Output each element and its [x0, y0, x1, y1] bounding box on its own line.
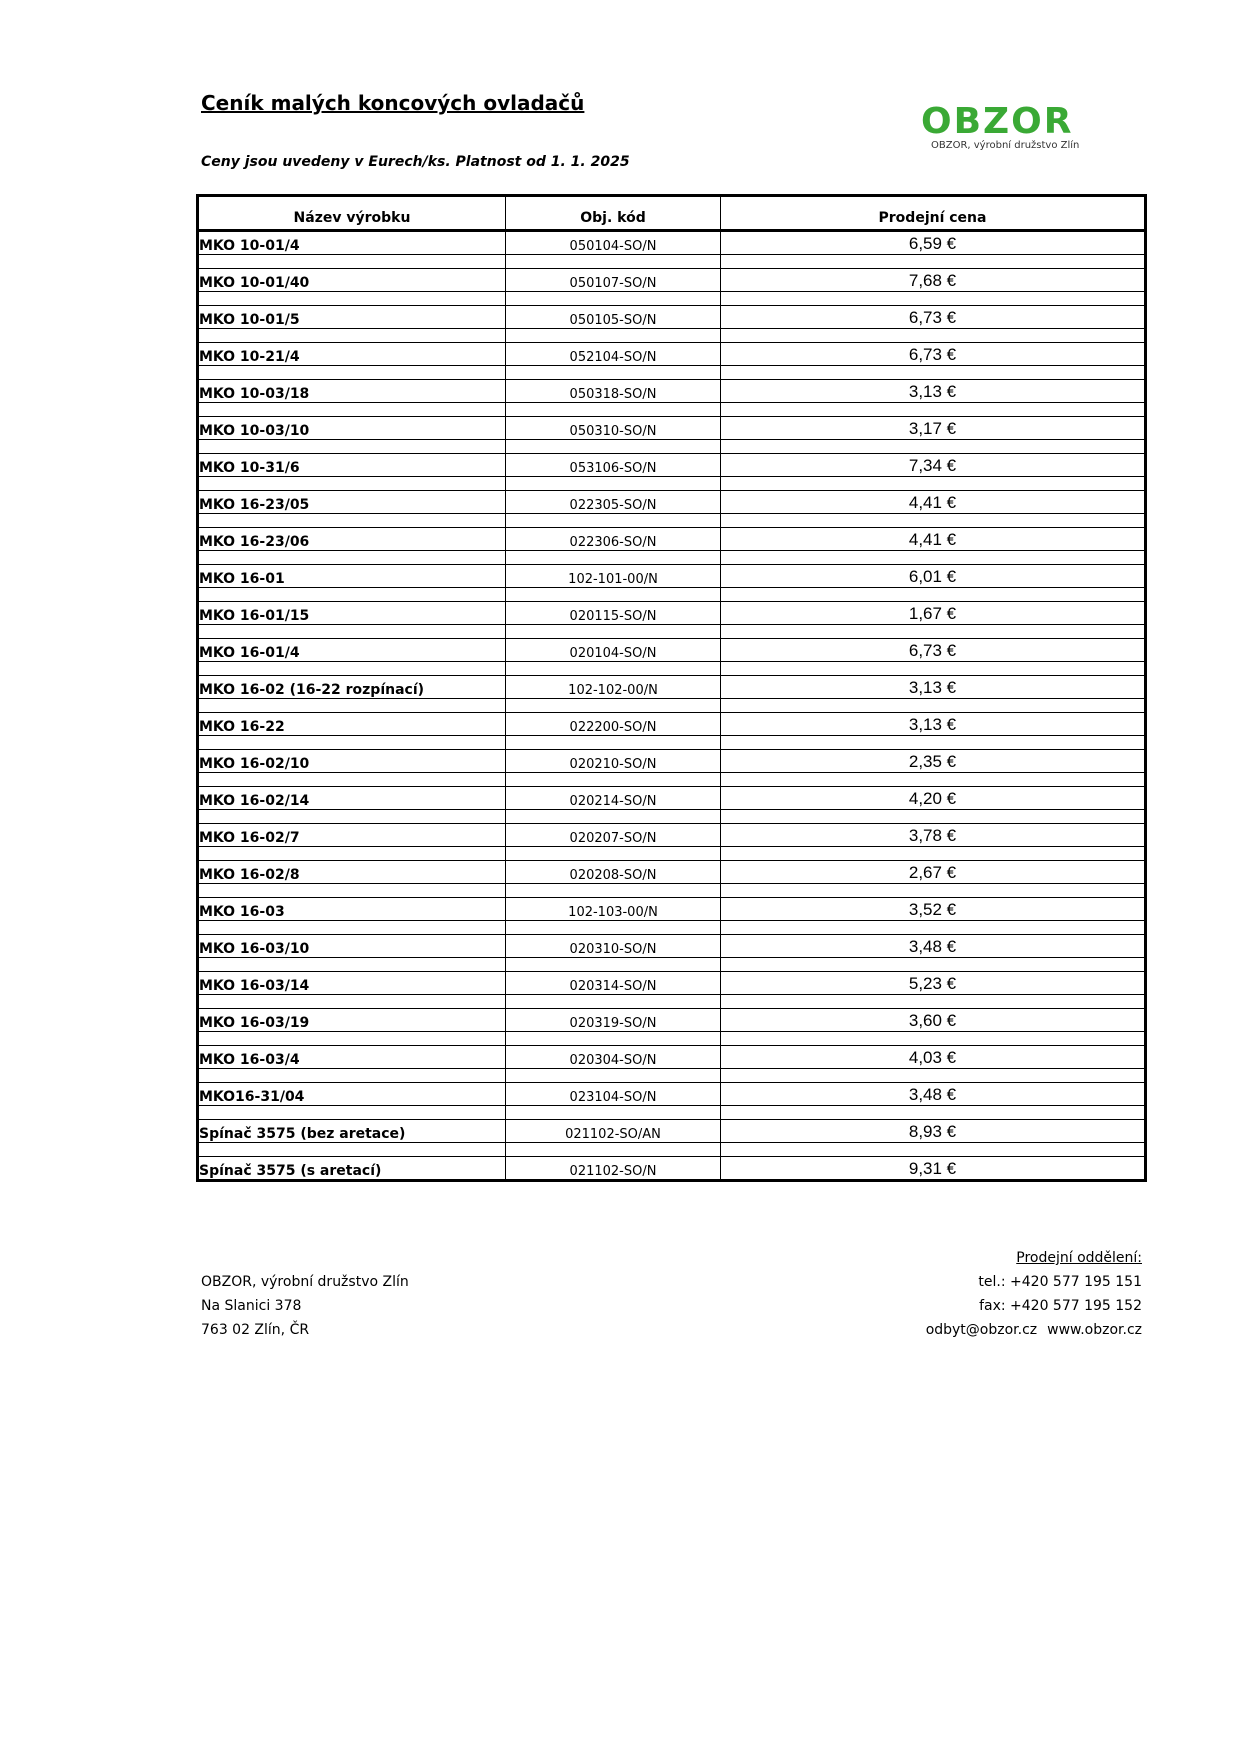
order-code-cell: 020115-SO/N: [506, 602, 721, 625]
order-code-cell: 020304-SO/N: [506, 1046, 721, 1069]
spacer-cell: [721, 810, 1146, 824]
price-cell: 3,52 €: [721, 898, 1146, 921]
spacer-cell: [198, 884, 506, 898]
table-row: [198, 528, 1146, 551]
table-row: [198, 1009, 1146, 1032]
spacer-cell: [506, 1032, 721, 1046]
product-name-cell: MKO 16-03/14: [198, 972, 506, 995]
spacer-cell: [506, 773, 721, 787]
table-row: [198, 306, 1146, 329]
price-table: [196, 194, 1147, 1182]
spacer-cell: [506, 1069, 721, 1083]
price-table-body: [198, 231, 1146, 1181]
table-row: [198, 343, 1146, 366]
order-code-cell: 022200-SO/N: [506, 713, 721, 736]
spacer-cell: [198, 477, 506, 491]
table-spacer-row: [198, 736, 1146, 750]
product-name-cell: MKO 16-02/8: [198, 861, 506, 884]
spacer-cell: [198, 514, 506, 528]
table-row: [198, 417, 1146, 440]
table-row: [198, 972, 1146, 995]
product-name-cell: MKO 16-02/14: [198, 787, 506, 810]
logo-tagline: OBZOR, výrobní družstvo Zlín: [931, 140, 1080, 151]
spacer-cell: [721, 477, 1146, 491]
price-cell: 3,78 €: [721, 824, 1146, 847]
order-code-cell: 050310-SO/N: [506, 417, 721, 440]
spacer-cell: [506, 1143, 721, 1157]
spacer-cell: [506, 736, 721, 750]
table-row: [198, 676, 1146, 699]
price-cell: 3,48 €: [721, 1083, 1146, 1106]
header-order-code: Obj. kód: [506, 196, 721, 231]
price-cell: 3,48 €: [721, 935, 1146, 958]
spacer-cell: [198, 921, 506, 935]
spacer-cell: [506, 921, 721, 935]
spacer-cell: [721, 551, 1146, 565]
spacer-cell: [506, 884, 721, 898]
order-code-cell: 020319-SO/N: [506, 1009, 721, 1032]
order-code-cell: 102-102-00/N: [506, 676, 721, 699]
order-code-cell: 050107-SO/N: [506, 269, 721, 292]
table-spacer-row: [198, 329, 1146, 343]
table-row: [198, 898, 1146, 921]
spacer-cell: [198, 773, 506, 787]
product-name-cell: MKO 16-22: [198, 713, 506, 736]
order-code-cell: 022306-SO/N: [506, 528, 721, 551]
table-row: [198, 861, 1146, 884]
phone-number: tel.: +420 577 195 151: [978, 1274, 1142, 1290]
product-name-cell: MKO 10-03/10: [198, 417, 506, 440]
table-row: [198, 1083, 1146, 1106]
spacer-cell: [721, 255, 1146, 269]
order-code-cell: 050318-SO/N: [506, 380, 721, 403]
table-row: [198, 639, 1146, 662]
product-name-cell: MKO 16-02 (16-22 rozpínací): [198, 676, 506, 699]
table-row: [198, 750, 1146, 773]
table-row: [198, 231, 1146, 255]
contact-links: [840, 1318, 1142, 1342]
spacer-cell: [506, 1106, 721, 1120]
order-code-cell: 020314-SO/N: [506, 972, 721, 995]
fax-number: fax: +420 577 195 152: [979, 1298, 1142, 1314]
order-code-cell: 102-103-00/N: [506, 898, 721, 921]
table-spacer-row: [198, 366, 1146, 380]
product-name-cell: MKO 16-23/06: [198, 528, 506, 551]
spacer-cell: [721, 1032, 1146, 1046]
table-row: [198, 269, 1146, 292]
order-code-cell: 020310-SO/N: [506, 935, 721, 958]
spacer-cell: [198, 1069, 506, 1083]
table-spacer-row: [198, 773, 1146, 787]
spacer-cell: [721, 1069, 1146, 1083]
table-spacer-row: [198, 662, 1146, 676]
spacer-cell: [506, 551, 721, 565]
table-spacer-row: [198, 958, 1146, 972]
table-row: [198, 1046, 1146, 1069]
spacer-cell: [721, 662, 1146, 676]
spacer-cell: [506, 366, 721, 380]
price-cell: 8,93 €: [721, 1120, 1146, 1143]
product-name-cell: MKO 16-03/19: [198, 1009, 506, 1032]
price-cell: 6,73 €: [721, 639, 1146, 662]
table-spacer-row: [198, 255, 1146, 269]
order-code-cell: 022305-SO/N: [506, 491, 721, 514]
website-link[interactable]: www.obzor.cz: [1047, 1322, 1142, 1338]
product-name-cell: MKO 10-03/18: [198, 380, 506, 403]
address-line: OBZOR, výrobní družstvo Zlín: [201, 1274, 409, 1290]
price-cell: 6,01 €: [721, 565, 1146, 588]
order-code-cell: 020208-SO/N: [506, 861, 721, 884]
table-header-row: [198, 196, 1146, 231]
table-spacer-row: [198, 588, 1146, 602]
order-code-cell: 020207-SO/N: [506, 824, 721, 847]
table-spacer-row: [198, 810, 1146, 824]
product-name-cell: MKO 16-01/4: [198, 639, 506, 662]
price-cell: 3,13 €: [721, 713, 1146, 736]
price-cell: 2,35 €: [721, 750, 1146, 773]
table-spacer-row: [198, 1032, 1146, 1046]
table-row: [198, 380, 1146, 403]
spacer-cell: [198, 440, 506, 454]
product-name-cell: MKO 16-23/05: [198, 491, 506, 514]
spacer-cell: [506, 995, 721, 1009]
logo-brand: OBZOR: [921, 101, 1074, 142]
document-subtitle: Ceny jsou uvedeny v Eurech/ks. Platnost od 1. 1. 2025: [201, 154, 630, 170]
spacer-cell: [198, 847, 506, 861]
price-cell: 3,13 €: [721, 380, 1146, 403]
spacer-cell: [721, 847, 1146, 861]
spacer-cell: [198, 329, 506, 343]
spacer-cell: [198, 662, 506, 676]
order-code-cell: 050104-SO/N: [506, 231, 721, 255]
spacer-cell: [506, 255, 721, 269]
table-row: [198, 824, 1146, 847]
product-name-cell: MKO 10-01/4: [198, 231, 506, 255]
product-name-cell: MKO 10-01/5: [198, 306, 506, 329]
spacer-cell: [506, 477, 721, 491]
product-name-cell: MKO 10-01/40: [198, 269, 506, 292]
table-spacer-row: [198, 699, 1146, 713]
table-spacer-row: [198, 995, 1146, 1009]
table-spacer-row: [198, 514, 1146, 528]
table-spacer-row: [198, 625, 1146, 639]
spacer-cell: [506, 810, 721, 824]
spacer-cell: [506, 625, 721, 639]
product-name-cell: MKO 10-21/4: [198, 343, 506, 366]
table-spacer-row: [198, 921, 1146, 935]
price-cell: 3,60 €: [721, 1009, 1146, 1032]
spacer-cell: [198, 551, 506, 565]
price-cell: 5,23 €: [721, 972, 1146, 995]
order-code-cell: 020210-SO/N: [506, 750, 721, 773]
product-name-cell: MKO 16-02/10: [198, 750, 506, 773]
spacer-cell: [198, 699, 506, 713]
spacer-cell: [721, 588, 1146, 602]
header-product-name: Název výrobku: [198, 196, 506, 231]
spacer-cell: [721, 366, 1146, 380]
table-spacer-row: [198, 884, 1146, 898]
spacer-cell: [721, 736, 1146, 750]
spacer-cell: [198, 810, 506, 824]
table-spacer-row: [198, 440, 1146, 454]
product-name-cell: MKO 16-03: [198, 898, 506, 921]
spacer-cell: [198, 403, 506, 417]
spacer-cell: [198, 625, 506, 639]
table-spacer-row: [198, 1106, 1146, 1120]
spacer-cell: [198, 1143, 506, 1157]
spacer-cell: [721, 440, 1146, 454]
product-name-cell: Spínač 3575 (s aretací): [198, 1157, 506, 1181]
spacer-cell: [721, 699, 1146, 713]
product-name-cell: MKO 16-03/10: [198, 935, 506, 958]
spacer-cell: [721, 884, 1146, 898]
price-cell: 4,20 €: [721, 787, 1146, 810]
table-row: [198, 602, 1146, 625]
sales-contact: [840, 1246, 1142, 1342]
order-code-cell: 023104-SO/N: [506, 1083, 721, 1106]
spacer-cell: [721, 1143, 1146, 1157]
email-link[interactable]: odbyt@obzor.cz: [925, 1322, 1038, 1338]
price-cell: 7,34 €: [721, 454, 1146, 477]
spacer-cell: [506, 847, 721, 861]
spacer-cell: [721, 921, 1146, 935]
order-code-cell: 053106-SO/N: [506, 454, 721, 477]
price-cell: 9,31 €: [721, 1157, 1146, 1181]
product-name-cell: MKO 10-31/6: [198, 454, 506, 477]
spacer-cell: [721, 625, 1146, 639]
address-line: 763 02 Zlín, ČR: [201, 1322, 310, 1338]
spacer-cell: [721, 1106, 1146, 1120]
order-code-cell: 052104-SO/N: [506, 343, 721, 366]
sales-heading: Prodejní oddělení:: [1016, 1250, 1142, 1266]
spacer-cell: [198, 1106, 506, 1120]
spacer-cell: [721, 514, 1146, 528]
table-row: [198, 454, 1146, 477]
table-spacer-row: [198, 292, 1146, 306]
table-spacer-row: [198, 551, 1146, 565]
table-spacer-row: [198, 1069, 1146, 1083]
spacer-cell: [506, 292, 721, 306]
price-cell: 2,67 €: [721, 861, 1146, 884]
price-cell: 1,67 €: [721, 602, 1146, 625]
spacer-cell: [198, 255, 506, 269]
spacer-cell: [198, 995, 506, 1009]
table-row: [198, 565, 1146, 588]
price-cell: 6,73 €: [721, 343, 1146, 366]
table-spacer-row: [198, 847, 1146, 861]
table-spacer-row: [198, 403, 1146, 417]
order-code-cell: 020104-SO/N: [506, 639, 721, 662]
spacer-cell: [506, 699, 721, 713]
product-name-cell: MKO 16-01/15: [198, 602, 506, 625]
document-title: Ceník malých koncových ovladačů: [201, 91, 585, 115]
price-cell: 6,73 €: [721, 306, 1146, 329]
spacer-cell: [198, 1032, 506, 1046]
price-cell: 4,03 €: [721, 1046, 1146, 1069]
company-logo: [921, 101, 1111, 152]
spacer-cell: [198, 958, 506, 972]
order-code-cell: 020214-SO/N: [506, 787, 721, 810]
spacer-cell: [721, 292, 1146, 306]
product-name-cell: MKO 16-03/4: [198, 1046, 506, 1069]
price-cell: 4,41 €: [721, 528, 1146, 551]
address-line: Na Slanici 378: [201, 1298, 302, 1314]
product-name-cell: MKO16-31/04: [198, 1083, 506, 1106]
table-row: [198, 491, 1146, 514]
table-row: [198, 787, 1146, 810]
order-code-cell: 021102-SO/N: [506, 1157, 721, 1181]
price-cell: 6,59 €: [721, 231, 1146, 255]
order-code-cell: 021102-SO/AN: [506, 1120, 721, 1143]
spacer-cell: [721, 329, 1146, 343]
company-address: [201, 1270, 409, 1342]
price-cell: 3,17 €: [721, 417, 1146, 440]
product-name-cell: MKO 16-02/7: [198, 824, 506, 847]
spacer-cell: [198, 366, 506, 380]
order-code-cell: 050105-SO/N: [506, 306, 721, 329]
spacer-cell: [506, 403, 721, 417]
table-spacer-row: [198, 1143, 1146, 1157]
spacer-cell: [721, 403, 1146, 417]
table-spacer-row: [198, 477, 1146, 491]
table-row: [198, 935, 1146, 958]
table-row: [198, 1120, 1146, 1143]
product-name-cell: Spínač 3575 (bez aretace): [198, 1120, 506, 1143]
price-cell: 7,68 €: [721, 269, 1146, 292]
header-price: Prodejní cena: [721, 196, 1146, 231]
spacer-cell: [506, 329, 721, 343]
order-code-cell: 102-101-00/N: [506, 565, 721, 588]
spacer-cell: [506, 588, 721, 602]
spacer-cell: [506, 662, 721, 676]
spacer-cell: [198, 292, 506, 306]
spacer-cell: [721, 958, 1146, 972]
spacer-cell: [506, 440, 721, 454]
spacer-cell: [506, 514, 721, 528]
table-row: [198, 713, 1146, 736]
spacer-cell: [721, 995, 1146, 1009]
price-cell: 4,41 €: [721, 491, 1146, 514]
price-cell: 3,13 €: [721, 676, 1146, 699]
product-name-cell: MKO 16-01: [198, 565, 506, 588]
table-row: [198, 1157, 1146, 1181]
spacer-cell: [198, 736, 506, 750]
spacer-cell: [198, 588, 506, 602]
spacer-cell: [506, 958, 721, 972]
spacer-cell: [721, 773, 1146, 787]
